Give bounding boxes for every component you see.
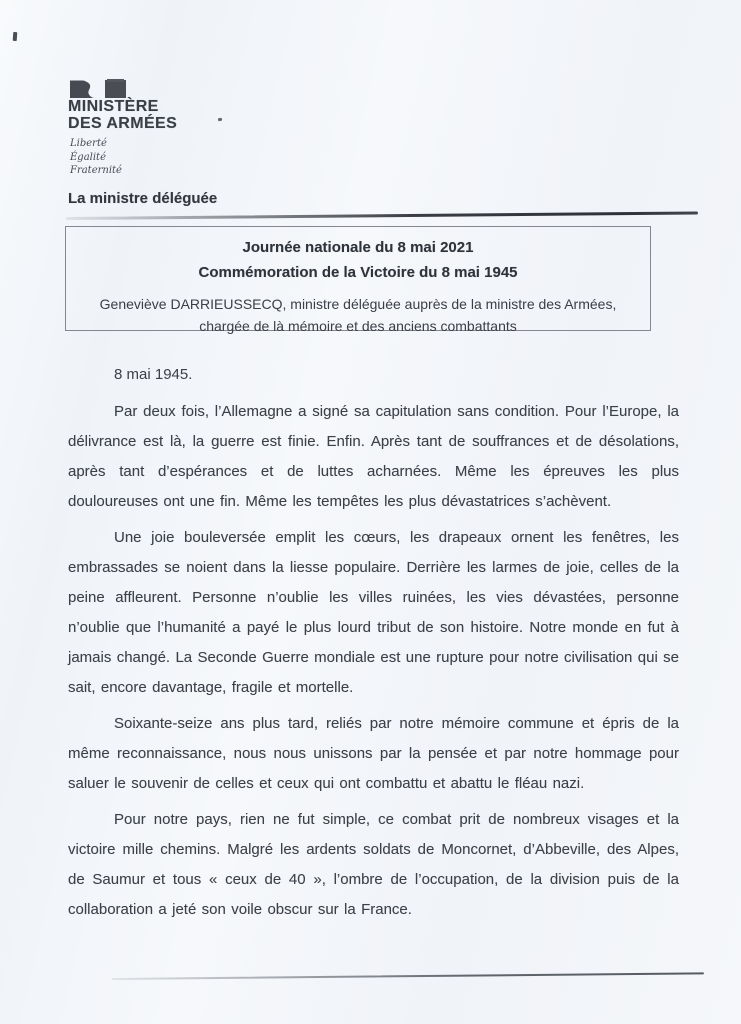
scan-artifact-speck — [13, 32, 18, 41]
ministry-name — [68, 98, 177, 132]
event-title-line1: Journée nationale du 8 mai 2021 — [242, 239, 474, 256]
scan-artifact-dot — [218, 118, 223, 122]
french-flag-marianne-icon — [70, 79, 128, 100]
dateline: 8 mai 1945. — [114, 366, 193, 383]
paragraph-3: Soixante-seize ans plus tard, reliés par notre mémoire commune et épris de la même reconnaissance, nous nous unissons par la pensée et par notre hommage pour saluer le souvenir de celles et ceux qui ont combattu et abattu le fléau nazi. — [68, 715, 679, 792]
sender-title: La ministre déléguée — [68, 190, 218, 207]
ministry-name-line1: MINISTÈRE — [68, 98, 159, 115]
title-box — [65, 226, 651, 334]
event-title-line2: Commémoration de la Victoire du 8 mai 1945 — [198, 264, 518, 281]
paragraph-1: Par deux fois, l’Allemagne a signé sa capitulation sans condition. Pour l’Europe, la délivrance est là, la guerre est finie. Enfin. Après tant de souffrances et de désolations, après tant d’espérances et de luttes acharnées. Même les épreuves les plus douloureuses ont une fin. Même les tempêtes les plus dévastatrices s’achèvent. — [68, 403, 679, 510]
minister-attribution: Geneviève DARRIEUSSECQ, ministre déléguée auprès de la ministre des Armées, chargée de là mémoire et des anciens combattants — [99, 296, 617, 334]
scan-shadow-line — [66, 211, 698, 220]
republic-motto — [70, 137, 122, 178]
motto-liberte: Liberté — [70, 138, 107, 149]
letter-body — [68, 360, 679, 931]
ministry-name-line2: DES ARMÉES — [68, 115, 178, 132]
motto-egalite: Égalité — [70, 151, 106, 163]
motto-fraternite: Fraternité — [70, 165, 122, 176]
scan-fold-line — [112, 972, 704, 980]
paragraph-4: Pour notre pays, rien ne fut simple, ce combat prit de nombreux visages et la victoire mille chemins. Malgré les ardents soldats de Moncornet, d’Abbeville, des Alpes, de Saumur et tous « ceux de 40 », l’ombre de l’occupation, de la division puis de la collaboration a jeté son voile obscur sur la France. — [68, 811, 679, 918]
paragraph-2: Une joie bouleversée emplit les cœurs, les drapeaux ornent les fenêtres, les embrassades se noient dans la liesse populaire. Derrière les larmes de joie, celles de la peine affleurent. Personne n’oublie les villes ruinées, les vies dévastées, personne n’oublie que l’humanité a payé le plus lourd tribut de son histoire. Notre monde en fut à jamais changé. La Seconde Guerre mondiale est une rupture pour notre civilisation qui se sait, encore davantage, fragile et mortelle. — [68, 529, 679, 696]
